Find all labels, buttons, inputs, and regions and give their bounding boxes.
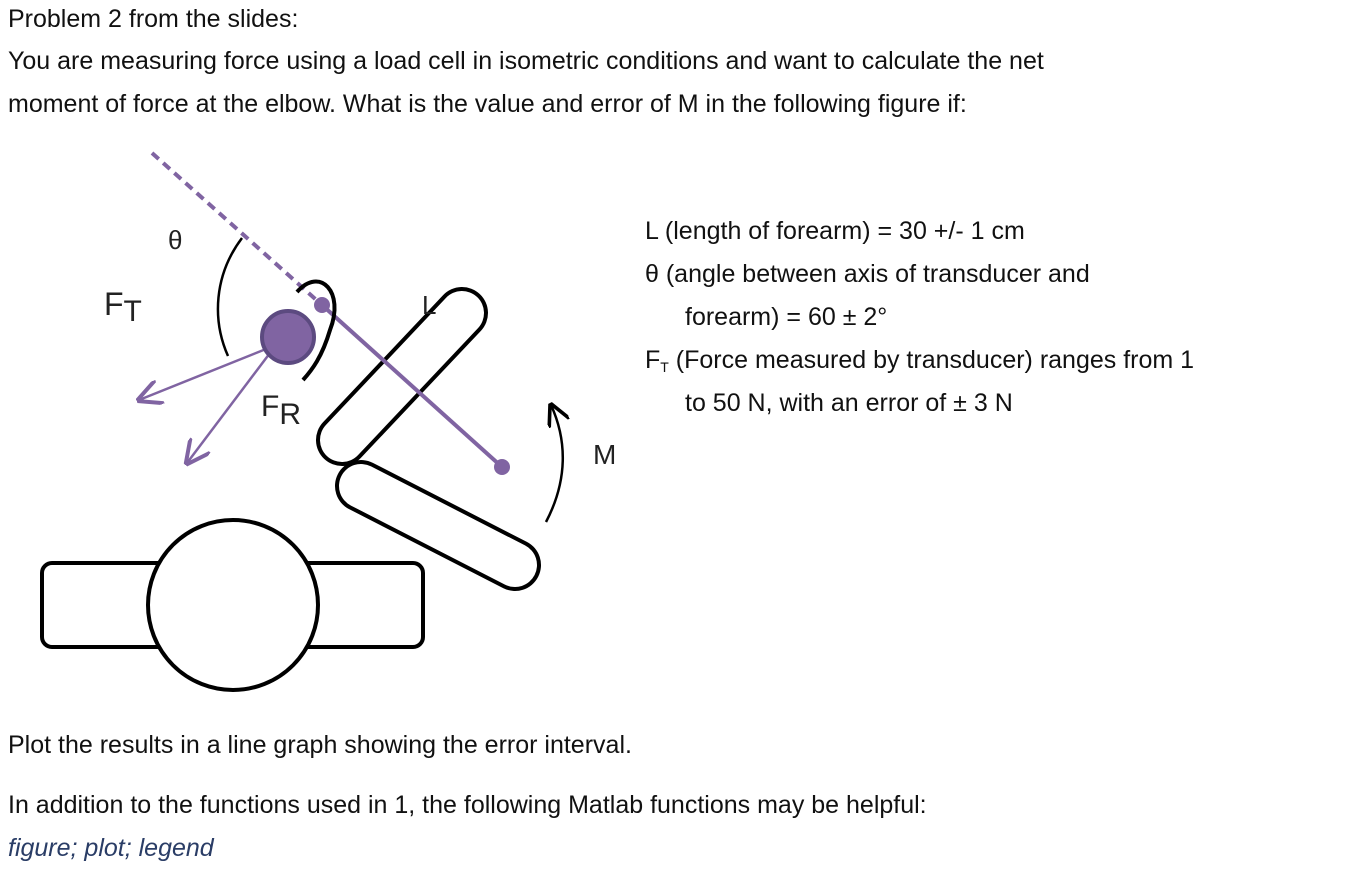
param-force-line-1 — [645, 345, 1194, 382]
param-length: L (length of forearm) = 30 +/- 1 cm — [645, 217, 1025, 245]
transducer-point — [314, 297, 330, 313]
functions-intro: In addition to the functions used in 1, the following Matlab functions may be helpful: — [8, 791, 927, 819]
length-label: L — [422, 290, 437, 320]
functions-list: figure; plot; legend — [8, 834, 214, 862]
ft-label-sub: T — [123, 295, 142, 328]
plot-instruction: Plot the results in a line graph showing the error interval. — [8, 731, 632, 759]
question-line-1: You are measuring force using a load cell in isometric conditions and want to calculate the net — [8, 47, 1044, 75]
problem-title: Problem 2 from the slides: — [8, 5, 299, 33]
param-force-line-2: to 50 N, with an error of ± 3 N — [685, 389, 1013, 417]
theta-arc — [218, 238, 242, 356]
ft-label — [104, 286, 142, 328]
param-angle-line-2: forearm) = 60 ± 2° — [685, 303, 888, 331]
param-angle-line-1: θ (angle between axis of transducer and — [645, 260, 1090, 288]
wrist-joint — [262, 311, 314, 363]
moment-label: M — [593, 439, 617, 470]
question-line-2: moment of force at the elbow. What is the value and error of M in the following figure if: — [8, 90, 967, 118]
theta-label: θ — [168, 225, 183, 255]
forearm-segment — [361, 486, 515, 565]
ft-label-main: F — [104, 286, 124, 322]
param-force-sub: T — [660, 359, 669, 375]
fr-label — [261, 390, 301, 431]
param-force-prefix: F — [645, 346, 661, 374]
fr-label-main: F — [261, 390, 280, 423]
body-circle — [148, 520, 318, 690]
elbow-point — [494, 459, 510, 475]
param-force-rest: (Force measured by transducer) ranges from 1 — [668, 346, 1195, 374]
elbow-diagram — [0, 0, 640, 700]
moment-arc — [546, 405, 563, 522]
fr-label-sub: R — [279, 398, 301, 431]
